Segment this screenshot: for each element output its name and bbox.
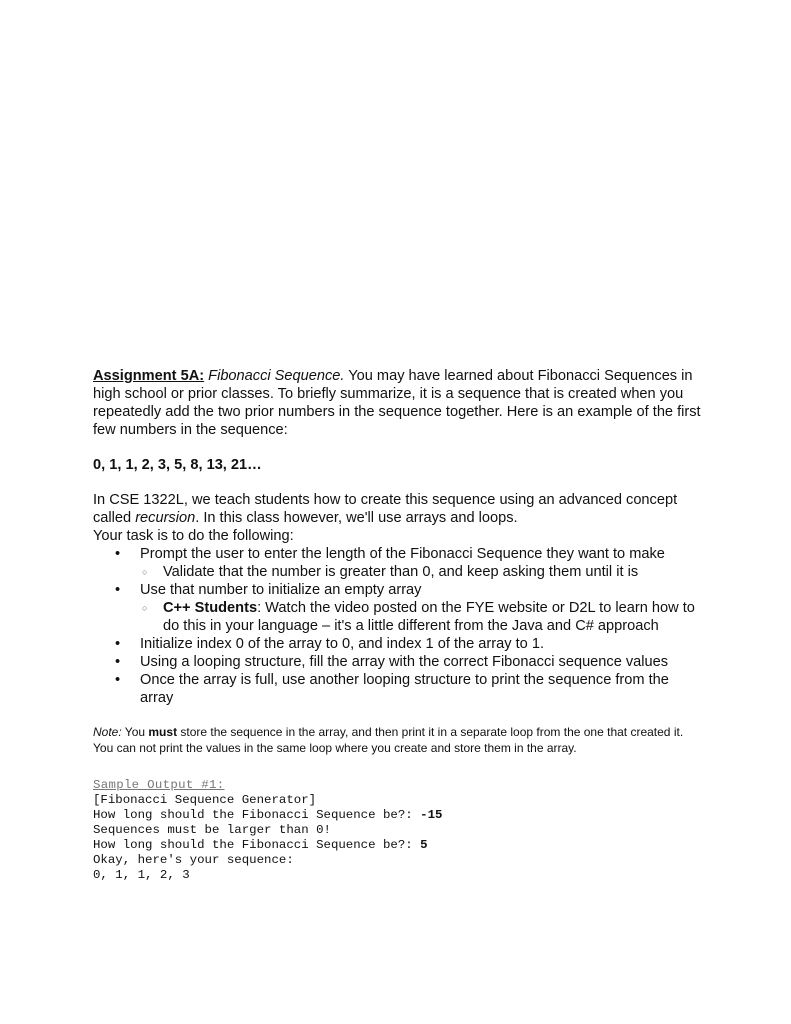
note-paragraph	[93, 724, 699, 756]
sample-user-input: -15	[420, 808, 443, 822]
task-text: Using a looping structure, fill the array with the correct Fibonacci sequence values	[140, 654, 669, 670]
sample-line	[93, 853, 705, 868]
task-text: Once the array is full, use another looping structure to print the sequence from the array	[140, 672, 669, 706]
assignment-label: Assignment 5A:	[93, 368, 205, 384]
bullet-icon: •	[115, 654, 121, 670]
note-pre: You	[121, 725, 149, 739]
sample-line	[93, 823, 705, 838]
note-label: Note:	[93, 725, 122, 739]
sample-line	[93, 838, 705, 853]
sub-task-item	[140, 599, 705, 635]
task-list	[93, 545, 705, 707]
sample-line	[93, 808, 705, 823]
body-paragraph	[93, 491, 705, 527]
sample-line-text: [Fibonacci Sequence Generator]	[93, 793, 317, 807]
task-item	[93, 581, 705, 635]
sub-task-list	[140, 563, 705, 581]
sample-line	[93, 868, 705, 883]
hollow-bullet-icon: ○	[142, 603, 148, 613]
sub-task-text: : Watch the video posted on the FYE website or D2L to learn how to do this in your language – it's a little different from the Java and C# approach	[163, 600, 695, 634]
recursion-term: recursion	[135, 510, 196, 526]
task-text: Use that number to initialize an empty array	[140, 582, 422, 598]
sequence-example: 0, 1, 1, 2, 3, 5, 8, 13, 21…	[93, 457, 262, 473]
body-text-end: . In this class however, we'll use arrays and loops.	[195, 510, 518, 526]
sub-task-text: Validate that the number is greater than 0, and keep asking them until it is	[163, 564, 639, 580]
sample-user-input: 5	[420, 838, 428, 852]
cpp-students-label: C++ Students	[163, 600, 258, 616]
task-item	[93, 635, 705, 653]
assignment-document	[93, 367, 705, 883]
hollow-bullet-icon: ○	[142, 567, 148, 577]
sample-line-text: Okay, here's your sequence:	[93, 853, 294, 867]
task-intro: Your task is to do the following:	[93, 528, 294, 544]
task-item	[93, 671, 705, 707]
assignment-intro	[93, 367, 705, 439]
assignment-title: Fibonacci Sequence.	[208, 368, 345, 384]
note-emphasis: must	[148, 725, 178, 739]
sample-output-title: Sample Output #1:	[93, 778, 225, 792]
assignment-intro-text: You may have learned about Fibonacci Sequences in high school or prior classes. To briefly summarize, it is a sequence that is created when you repeatedly add the two prior numbers in the sequence together. Here is an example of the first few numbers in the sequence:	[93, 368, 701, 438]
sample-line-text: Sequences must be larger than 0!	[93, 823, 331, 837]
sample-line	[93, 793, 705, 808]
bullet-icon: •	[115, 636, 121, 652]
task-text: Initialize index 0 of the array to 0, and index 1 of the array to 1.	[140, 636, 545, 652]
bullet-icon: •	[115, 546, 121, 562]
task-item	[93, 545, 705, 581]
sample-line-text: How long should the Fibonacci Sequence be?:	[93, 838, 421, 852]
note-text: store the sequence in the array, and then print it in a separate loop from the one that created it. You can not print the values in the same loop where you create and store them in the array.	[93, 725, 684, 755]
bullet-icon: •	[115, 672, 121, 688]
sub-task-item	[140, 563, 705, 581]
sample-output	[93, 778, 705, 883]
bullet-icon: •	[115, 582, 121, 598]
task-item	[93, 653, 705, 671]
sub-task-list	[140, 599, 705, 635]
task-text: Prompt the user to enter the length of the Fibonacci Sequence they want to make	[140, 546, 665, 562]
sample-line-text: How long should the Fibonacci Sequence be?:	[93, 808, 421, 822]
body-text-start: In CSE 1322L, we teach students how to create this sequence using an advanced concept called	[93, 492, 678, 526]
sample-line-text: 0, 1, 1, 2, 3	[93, 868, 190, 882]
